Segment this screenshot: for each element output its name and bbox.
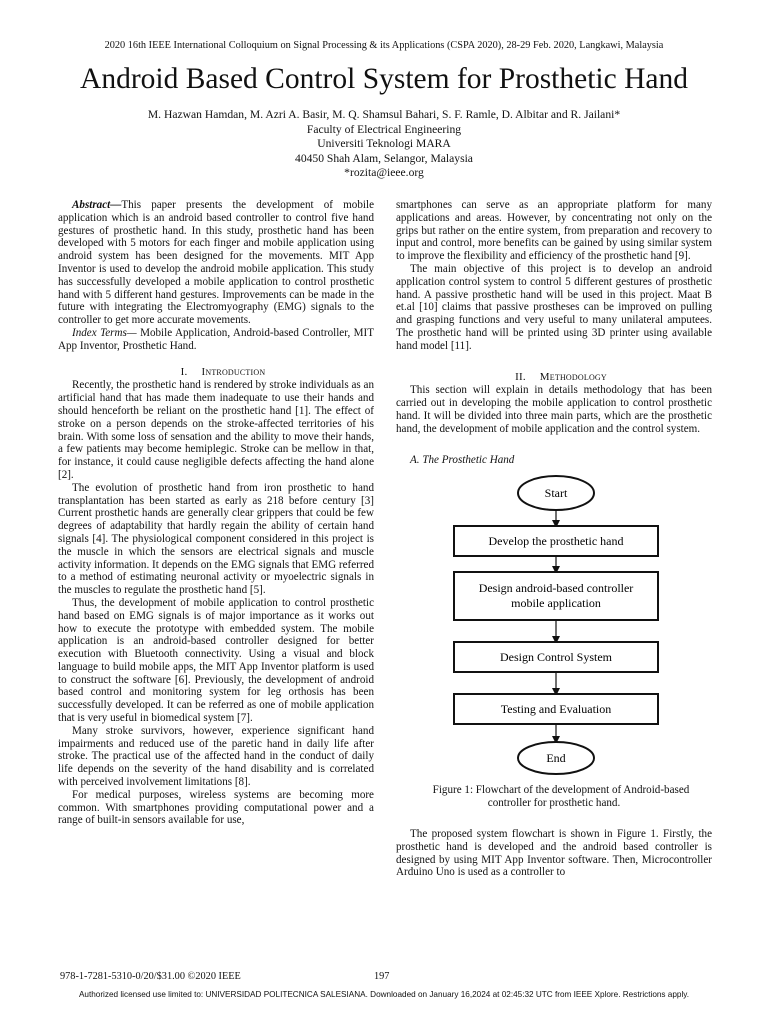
footer-isbn: 978-1-7281-5310-0/20/$31.00 ©2020 IEEE xyxy=(60,971,241,982)
author-names: M. Hazwan Hamdan, M. Azri A. Basir, M. Q. Shamsul Bahari, S. F. Ramle, D. Albitar and R. Jailani* xyxy=(147,108,621,121)
authorized-use-notice: Authorized licensed use limited to: UNIVERSIDAD POLITECNICA SALESIANA. Downloaded on January 16,2024 at 02:45:32 UTC from IEEE Xplore. Restrictions apply. xyxy=(78,990,690,999)
left-column xyxy=(58,199,374,827)
flowchart xyxy=(396,474,716,776)
figure-caption xyxy=(396,784,712,810)
flow-start-label: Start xyxy=(544,486,568,501)
author-university: Universiti Teknologi MARA xyxy=(317,137,451,150)
right-column xyxy=(396,199,712,879)
index-terms-label: Index Terms— xyxy=(72,326,137,339)
flow-step-design-app-label-1: Design android-based controller xyxy=(478,581,634,596)
author-faculty: Faculty of Electrical Engineering xyxy=(306,122,462,136)
author-address: 40450 Shah Alam, Selangor, Malaysia xyxy=(295,151,473,165)
index-terms-text: Mobile Application, Android-based Controller, MIT App Inventor, Prosthetic Hand. xyxy=(58,326,374,352)
figure-caption-line-1: Figure 1: Flowchart of the development of Android-based xyxy=(432,784,690,797)
intro-paragraph: The evolution of prosthetic hand from iron prosthetic to hand transplantation has been started as early as 218 before century [3] Current prosthetic hands are generally clear grippers that could be few degrees of adaptability that hardly regain the ability of certain hand signals [4]. The physiological component considered in this project is the muscle in which the sensors are electrical signals and muscle activity information. It depends on the EMG signals that EMG referred to a method of estimating neuronal activity or myoelectric signals in the muscles to regulate the prosthetic hand [5]. xyxy=(58,481,374,597)
author-block xyxy=(0,108,768,181)
subsection-prosthetic-hand: A. The Prosthetic Hand xyxy=(410,453,515,466)
page-number: 197 xyxy=(374,971,390,982)
flow-step-design-app-label-2: mobile application xyxy=(511,596,601,611)
section-heading-methodology: II. Methodology xyxy=(515,370,607,383)
conference-header: 2020 16th IEEE International Colloquium on Signal Processing & its Applications (CSPA 2020), 28-29 Feb. 2020, Langkawi, Malaysia xyxy=(104,40,664,51)
flow-end-label: End xyxy=(546,751,566,766)
index-terms xyxy=(58,327,374,353)
intro-paragraph: Many stroke survivors, however, experience significant hand impairments and reduced use of the paretic hand in daily life after stroke. The practical use of the affected hand in the conduct of daily life depends on the severity of the hand disability and is correlated with perceived involvement limitations [8]. xyxy=(58,724,374,789)
intro-paragraph: For medical purposes, wireless systems are becoming more common. With smartphones providing computational power and a range of built-in sensors available for use, xyxy=(58,788,374,827)
flow-step-testing-label: Testing and Evaluation xyxy=(500,702,612,717)
author-email: *rozita@ieee.org xyxy=(344,166,424,179)
paper-title: Android Based Control System for Prosthetic Hand xyxy=(80,63,688,95)
body-paragraph: The main objective of this project is to develop an android application control system to control 5 different gestures of prosthetic hand. A passive prosthetic hand will be used in this project. Maat B et.al [10] claims that passive prostheses can be improved on pulling and grasping functions and very useful to many unilateral amputees. The prosthetic hand will be printed using 3D printer using available hand model [11]. xyxy=(396,262,712,352)
body-paragraph: The proposed system flowchart is shown in Figure 1. Firstly, the prosthetic hand is developed and the android based controller is designed by using MIT App Inventor software. Then, Microcontroller Arduino Uno is used as a controller to xyxy=(396,827,712,879)
section-heading-introduction: I. Introduction xyxy=(180,365,266,378)
intro-paragraph: Thus, the development of mobile application to control prosthetic hand based on EMG signals is of major importance as it works out how to execute the prototype with embedded system. The mobile application is an android-based controller designed for better execution with Bluetooth connectivity. Using a visual and block language to build mobile apps, the MIT App Inventor platform is used to construct the software [6]. Previously, the development of android based control and monitoring system for leg orthosis has been successfully developed. It can be referred as one of mobile application that is very useful in biomedical system [7]. xyxy=(58,596,374,725)
body-paragraph: smartphones can serve as an appropriate platform for many applications and areas. However, by concentrating not only on the grips but rather on the entire system, from preparation and recovery to input and control, more benefits can be gained by using similar system to improve the flexibility and efficiency of the prosthetic hand [9]. xyxy=(396,199,712,263)
abstract-text: This paper presents the development of mobile application which is an android based controller to control five hand gestures of prosthetic hand. In this study, prosthetic hand has been developed with 5 motors for each finger and mobile application using android system has been designed for the movements. MIT App Inventor is used to develop the android mobile application. This study has successfully developed a mobile application to control prosthetic hand with 5 different hand gestures. Improvements can be made in the future with integrating the Electromyography (EMG) signals to the controller to get more accurate movements. xyxy=(58,199,374,327)
flow-step-develop-hand-label: Develop the prosthetic hand xyxy=(488,534,624,549)
figure-caption-line-2: controller for prosthetic hand. xyxy=(487,797,621,810)
abstract-label: Abstract— xyxy=(72,199,122,211)
methodology-paragraph: This section will explain in details methodology that has been carried out in developing the mobile application to control prosthetic hand. It will be divided into three main parts, which are the prosthetic hand, the development of mobile application and the control system. xyxy=(396,384,712,435)
abstract xyxy=(58,199,374,327)
intro-paragraph: Recently, the prosthetic hand is rendered by stroke individuals as an artificial hand that has made them inadequate to use their hands and should henceforth be reliant on the prosthetic hand [1]. The effect of stroke on a person depends on the stroke-affected territories of his brain. With some loss of sensation and the ability to move their hands, a few patients may become hemiplegic. Stroke can be mellow in that, for instance, it could cause negligible defects affecting the hand alone [2]. xyxy=(58,379,374,481)
flow-step-control-system-label: Design Control System xyxy=(499,650,613,665)
